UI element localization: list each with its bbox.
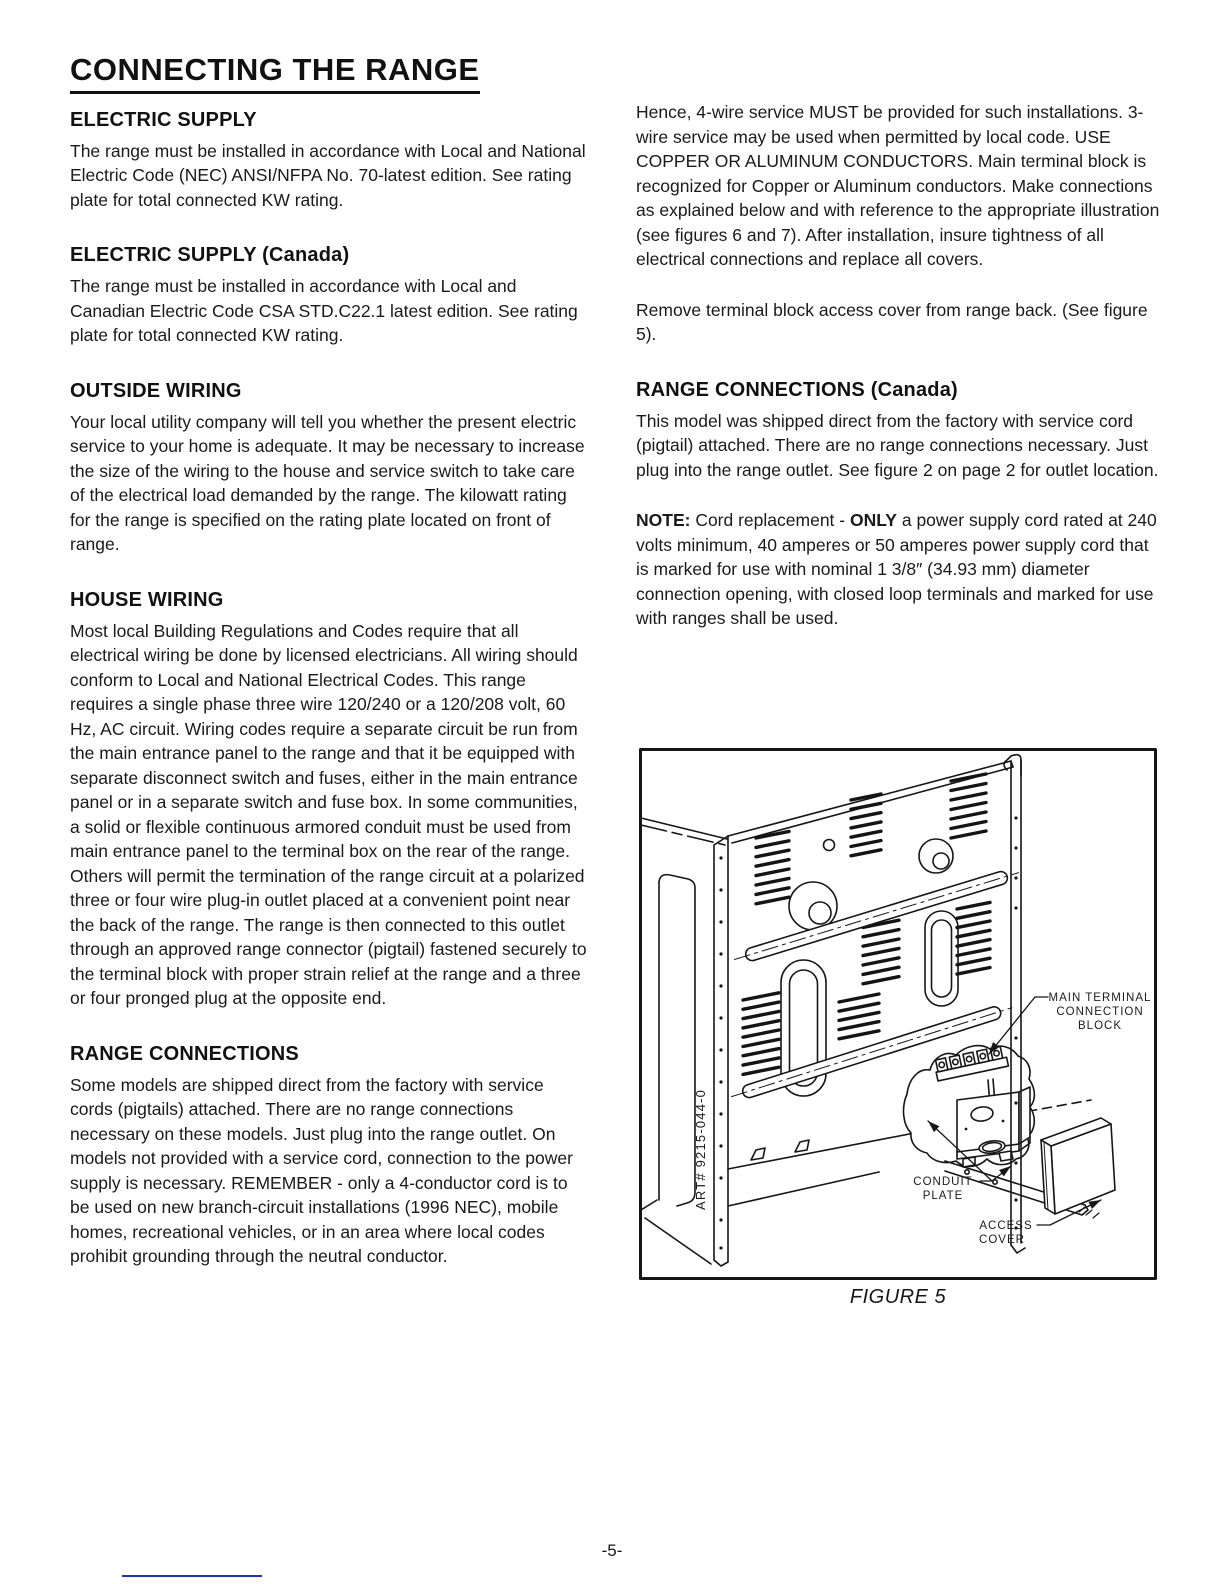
paragraph-electric-supply: The range must be installed in accordance with Local and National Electric Code (NEC) ANSI/NFPA No. 70-latest edition. See rating plate for total connected KW rating. [70,140,586,210]
right-rail [1004,755,1025,1253]
heading-range-connections: RANGE CONNECTIONS [70,1042,299,1065]
heading-outside-wiring: OUTSIDE WIRING [70,379,242,402]
note-emphasis: ONLY [849,510,897,530]
page-title: CONNECTING THE RANGE [70,52,480,94]
heading-house-wiring: HOUSE WIRING [70,588,224,611]
heading-electric-supply-canada: ELECTRIC SUPPLY (Canada) [70,244,350,267]
flange-screw-holes [719,856,722,1249]
heading-range-connections-canada: RANGE CONNECTIONS (Canada) [636,378,958,401]
figure-caption: FIGURE 5 [849,1286,947,1308]
label-main-terminal-line3: BLOCK [1078,1020,1122,1032]
paragraph-range-connections-canada: This model was shipped direct from the factory with service cord (pigtail) attached. There are no range connections necessary. Just plug into the range outlet. See figure 2 on page 2 for outlet location. [636,410,1159,480]
footer-link-underline [122,1575,262,1577]
label-conduit-line2: PLATE [922,1190,964,1202]
paragraph-remove-cover: Remove terminal block access cover from range back. (See figure 5). [636,299,1148,344]
paragraph-note [636,508,1160,631]
right-column [636,100,1160,631]
label-main-terminal-line2: CONNECTION [1056,1006,1144,1018]
note-text-after: a power supply cord rated at 240 volts minimum, 40 amperes or 50 amperes power supply cord that is marked for use with nominal 1 3/8″ (34.93 mm) diameter connection opening, with closed loop terminals and marked for use with ranges shall be used. [636,510,1157,628]
paragraph-four-wire-service: Hence, 4-wire service MUST be provided for such installations. 3-wire service may be used when permitted by local code. USE COPPER OR ALUMINUM CONDUCTORS. Main terminal block is recognized for Copper or Aluminum conductors. Make connections as explained below and with reference to the appropriate illustration (see figures 6 and 7). After installation, insure tightness of all electrical connections and replace all covers. [636,102,1160,269]
range-back-technical-drawing [639,748,1157,1280]
note-label: NOTE: [636,510,691,530]
figure-5 [639,748,1157,1280]
paragraph-electric-supply-canada: The range must be installed in accordance with Local and Canadian Electric Code CSA STD.C22.1 latest edition. See rating plate for total connected KW rating. [70,276,578,346]
label-access-line1: ACCESS [979,1220,1033,1232]
paragraph-house-wiring: Most local Building Regulations and Codes require that all electrical wiring be done by licensed electricians. All wiring should conform to Local and National Electrical Codes. This range requires a single phase three wire 120/240 or a 120/208 volt, 60 Hz, AC circuit. Wiring codes require a separate circuit be run from the main entrance panel to the range and that it be equipped with separate disconnect switch and fuses, either in the main entrance panel or in a separate switch and fuse box. In some communities, a solid or flexible continuous armored conduit must be used from main entrance panel to the terminal box on the rear of the range. Others will permit the termination of the range circuit at a polarized three or four wire plug-in outlet placed at a convenient point near the back of the range. The range is then connected to this outlet through an approved range connector (pigtail) fastened securely to the terminal block with proper strain relief at the range and a three or four pronged plug at the opposite end. [70,620,587,1009]
label-main-terminal-line1: MAIN TERMINAL [1048,992,1152,1004]
label-access-line2: COVER [979,1234,1025,1246]
heading-electric-supply: ELECTRIC SUPPLY [70,108,257,131]
left-column [70,52,588,1269]
art-number-label: ART# 9215-044-0 [693,1088,708,1210]
label-conduit-line1: CONDUIT [913,1176,973,1188]
page-number: -5- [601,1541,623,1560]
note-text-before: Cord replacement - [690,510,850,530]
paragraph-outside-wiring: Your local utility company will tell you whether the present electric service to your home is adequate. It may be necessary to increase the size of the wiring to the house and service switch to take care of the electrical load demanded by the range. The kilowatt rating for the range is specified on the rating plate located on front of range. [70,411,585,555]
paragraph-range-connections: Some models are shipped direct from the factory with service cords (pigtails) attached. There are no range connections necessary on these models. Just plug into the range outlet. On models not provided with a service cord, connection to the power supply is necessary. REMEMBER - only a 4-conductor cord is to be used on new branch-circuit installations (1996 NEC), mobile homes, recreational vehicles, or in an area where local codes prohibit grounding through the neutral conductor. [70,1074,573,1267]
access-cover [1041,1118,1115,1214]
